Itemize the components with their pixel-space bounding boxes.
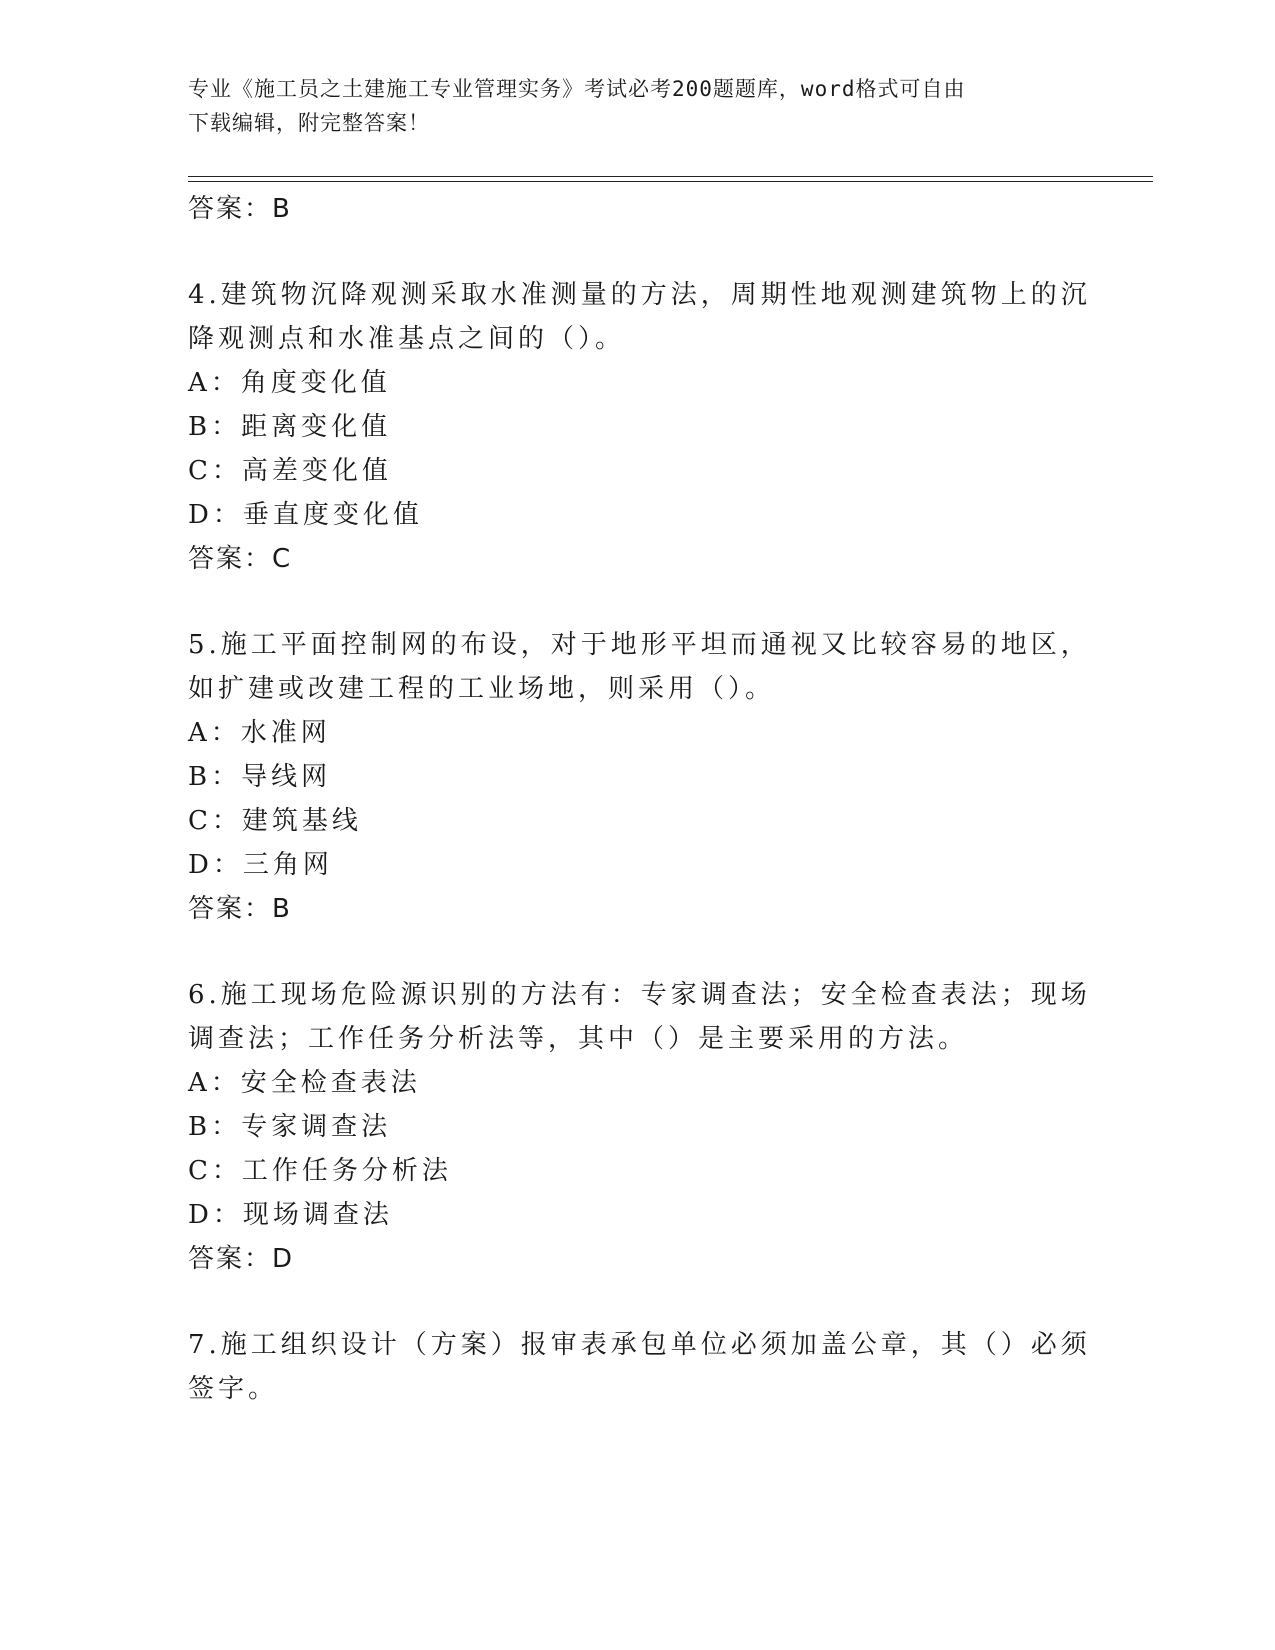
option-b: B：专家调查法	[188, 1112, 392, 1142]
answer-previous: 答案：B	[188, 194, 292, 224]
document-header	[188, 72, 1068, 140]
question-text-line-1: 4.建筑物沉降观测采取水准测量的方法，周期性地观测建筑物上的沉	[188, 280, 1091, 310]
answer: 答案：D	[188, 1244, 295, 1274]
option-a: A：安全检查表法	[188, 1068, 421, 1098]
option-d: D：垂直度变化值	[188, 500, 423, 530]
header-line-2: 下载编辑，附完整答案！	[188, 111, 430, 135]
option-c: C：工作任务分析法	[188, 1156, 452, 1186]
question-text-line-2: 签字。	[188, 1374, 279, 1404]
option-c: C：高差变化值	[188, 456, 392, 486]
option-d: D：三角网	[188, 850, 333, 880]
question-text-line-2: 调查法；工作任务分析法等，其中（）是主要采用的方法。	[188, 1024, 969, 1054]
answer: 答案：C	[188, 544, 293, 574]
question-text-line-1: 7.施工组织设计（方案）报审表承包单位必须加盖公章，其（）必须	[188, 1330, 1091, 1360]
option-c: C：建筑基线	[188, 806, 362, 836]
header-divider-top	[188, 176, 1153, 177]
option-b: B：导线网	[188, 762, 332, 792]
answer: 答案：B	[188, 894, 292, 924]
option-a: A：角度变化值	[188, 368, 391, 398]
header-line-1: 专业《施工员之土建施工专业管理实务》考试必考200题题库，word格式可自由	[188, 77, 966, 101]
option-b: B：距离变化值	[188, 412, 392, 442]
header-divider-bottom	[188, 181, 1153, 182]
question-text-line-2: 如扩建或改建工程的工业场地，则采用（）。	[188, 674, 776, 704]
question-text-line-2: 降观测点和水准基点之间的（）。	[188, 324, 626, 354]
question-text-line-1: 6.施工现场危险源识别的方法有：专家调查法；安全检查表法；现场	[188, 980, 1091, 1010]
question-text-line-1: 5.施工平面控制网的布设，对于地形平坦而通视又比较容易的地区，	[188, 630, 1091, 660]
option-a: A：水准网	[188, 718, 331, 748]
option-d: D：现场调查法	[188, 1200, 393, 1230]
